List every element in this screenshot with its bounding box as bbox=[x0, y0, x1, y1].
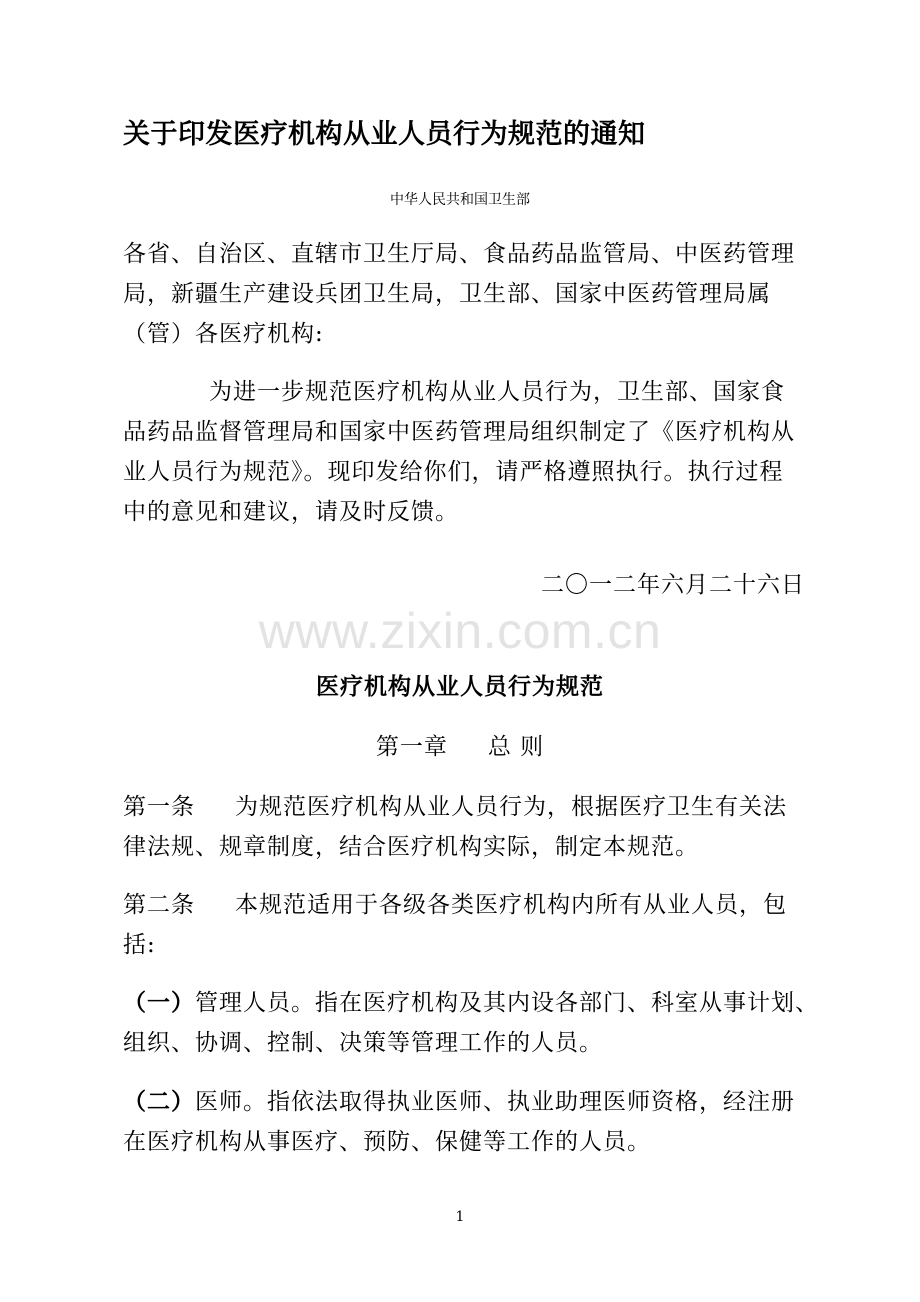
notice-body-line: 品药品监督管理局和国家中医药管理局组织制定了《医疗机构从 bbox=[123, 419, 795, 445]
chapter-name: 总 则 bbox=[487, 734, 545, 760]
notice-title: 关于印发医疗机构从业人员行为规范的通知 bbox=[123, 119, 646, 150]
notice-body-line: 业人员行为规范》。现印发给你们，请严格遵照执行。执行过程 bbox=[123, 459, 784, 485]
item-line: 组织、协调、控制、决策等管理工作的人员。 bbox=[123, 1030, 603, 1056]
issuer: 中华人民共和国卫生部 bbox=[390, 192, 530, 208]
item-label: （一） bbox=[123, 989, 195, 1016]
chapter-heading bbox=[0, 728, 920, 761]
notice-body-line: 为进一步规范医疗机构从业人员行为，卫生部、国家食 bbox=[209, 379, 785, 405]
item-line bbox=[123, 984, 819, 1022]
article-line bbox=[123, 788, 807, 826]
addressees-line: 各省、自治区、直辖市卫生厅局、食品药品监管局、中医药管理 bbox=[123, 241, 795, 267]
item-line bbox=[123, 1083, 807, 1121]
addressees-line: （管）各医疗机构: bbox=[123, 321, 324, 347]
regulation-title: 医疗机构从业人员行为规范 bbox=[316, 674, 604, 700]
article-text: 本规范适用于各级各类医疗机构内所有从业人员，包 bbox=[235, 892, 787, 918]
article-text: 为规范医疗机构从业人员行为，根据医疗卫生有关法 bbox=[235, 794, 787, 820]
page-number: 1 bbox=[455, 1209, 465, 1225]
article-label: 第二条 bbox=[123, 892, 195, 918]
item-line: 在医疗机构从事医疗、预防、保健等工作的人员。 bbox=[123, 1129, 651, 1155]
item-text: 管理人员。指在医疗机构及其内设各部门、科室从事计划、 bbox=[195, 990, 819, 1016]
addressees-line: 局，新疆生产建设兵团卫生局，卫生部、国家中医药管理局属 bbox=[123, 281, 771, 307]
item-label: （二） bbox=[123, 1088, 195, 1115]
notice-body-line: 中的意见和建议，请及时反馈。 bbox=[123, 499, 459, 525]
article-line bbox=[123, 886, 807, 924]
article-line: 括: bbox=[123, 932, 156, 958]
item-text: 医师。指依法取得执业医师、执业助理医师资格，经注册 bbox=[195, 1089, 795, 1115]
watermark: www.zixin.com.cn bbox=[258, 603, 662, 659]
chapter-number: 第一章 bbox=[375, 734, 448, 760]
issue-date: 二〇一二年六月二十六日 bbox=[541, 572, 805, 598]
article-label: 第一条 bbox=[123, 794, 195, 820]
article-line: 律法规、规章制度，结合医疗机构实际，制定本规范。 bbox=[123, 834, 699, 860]
